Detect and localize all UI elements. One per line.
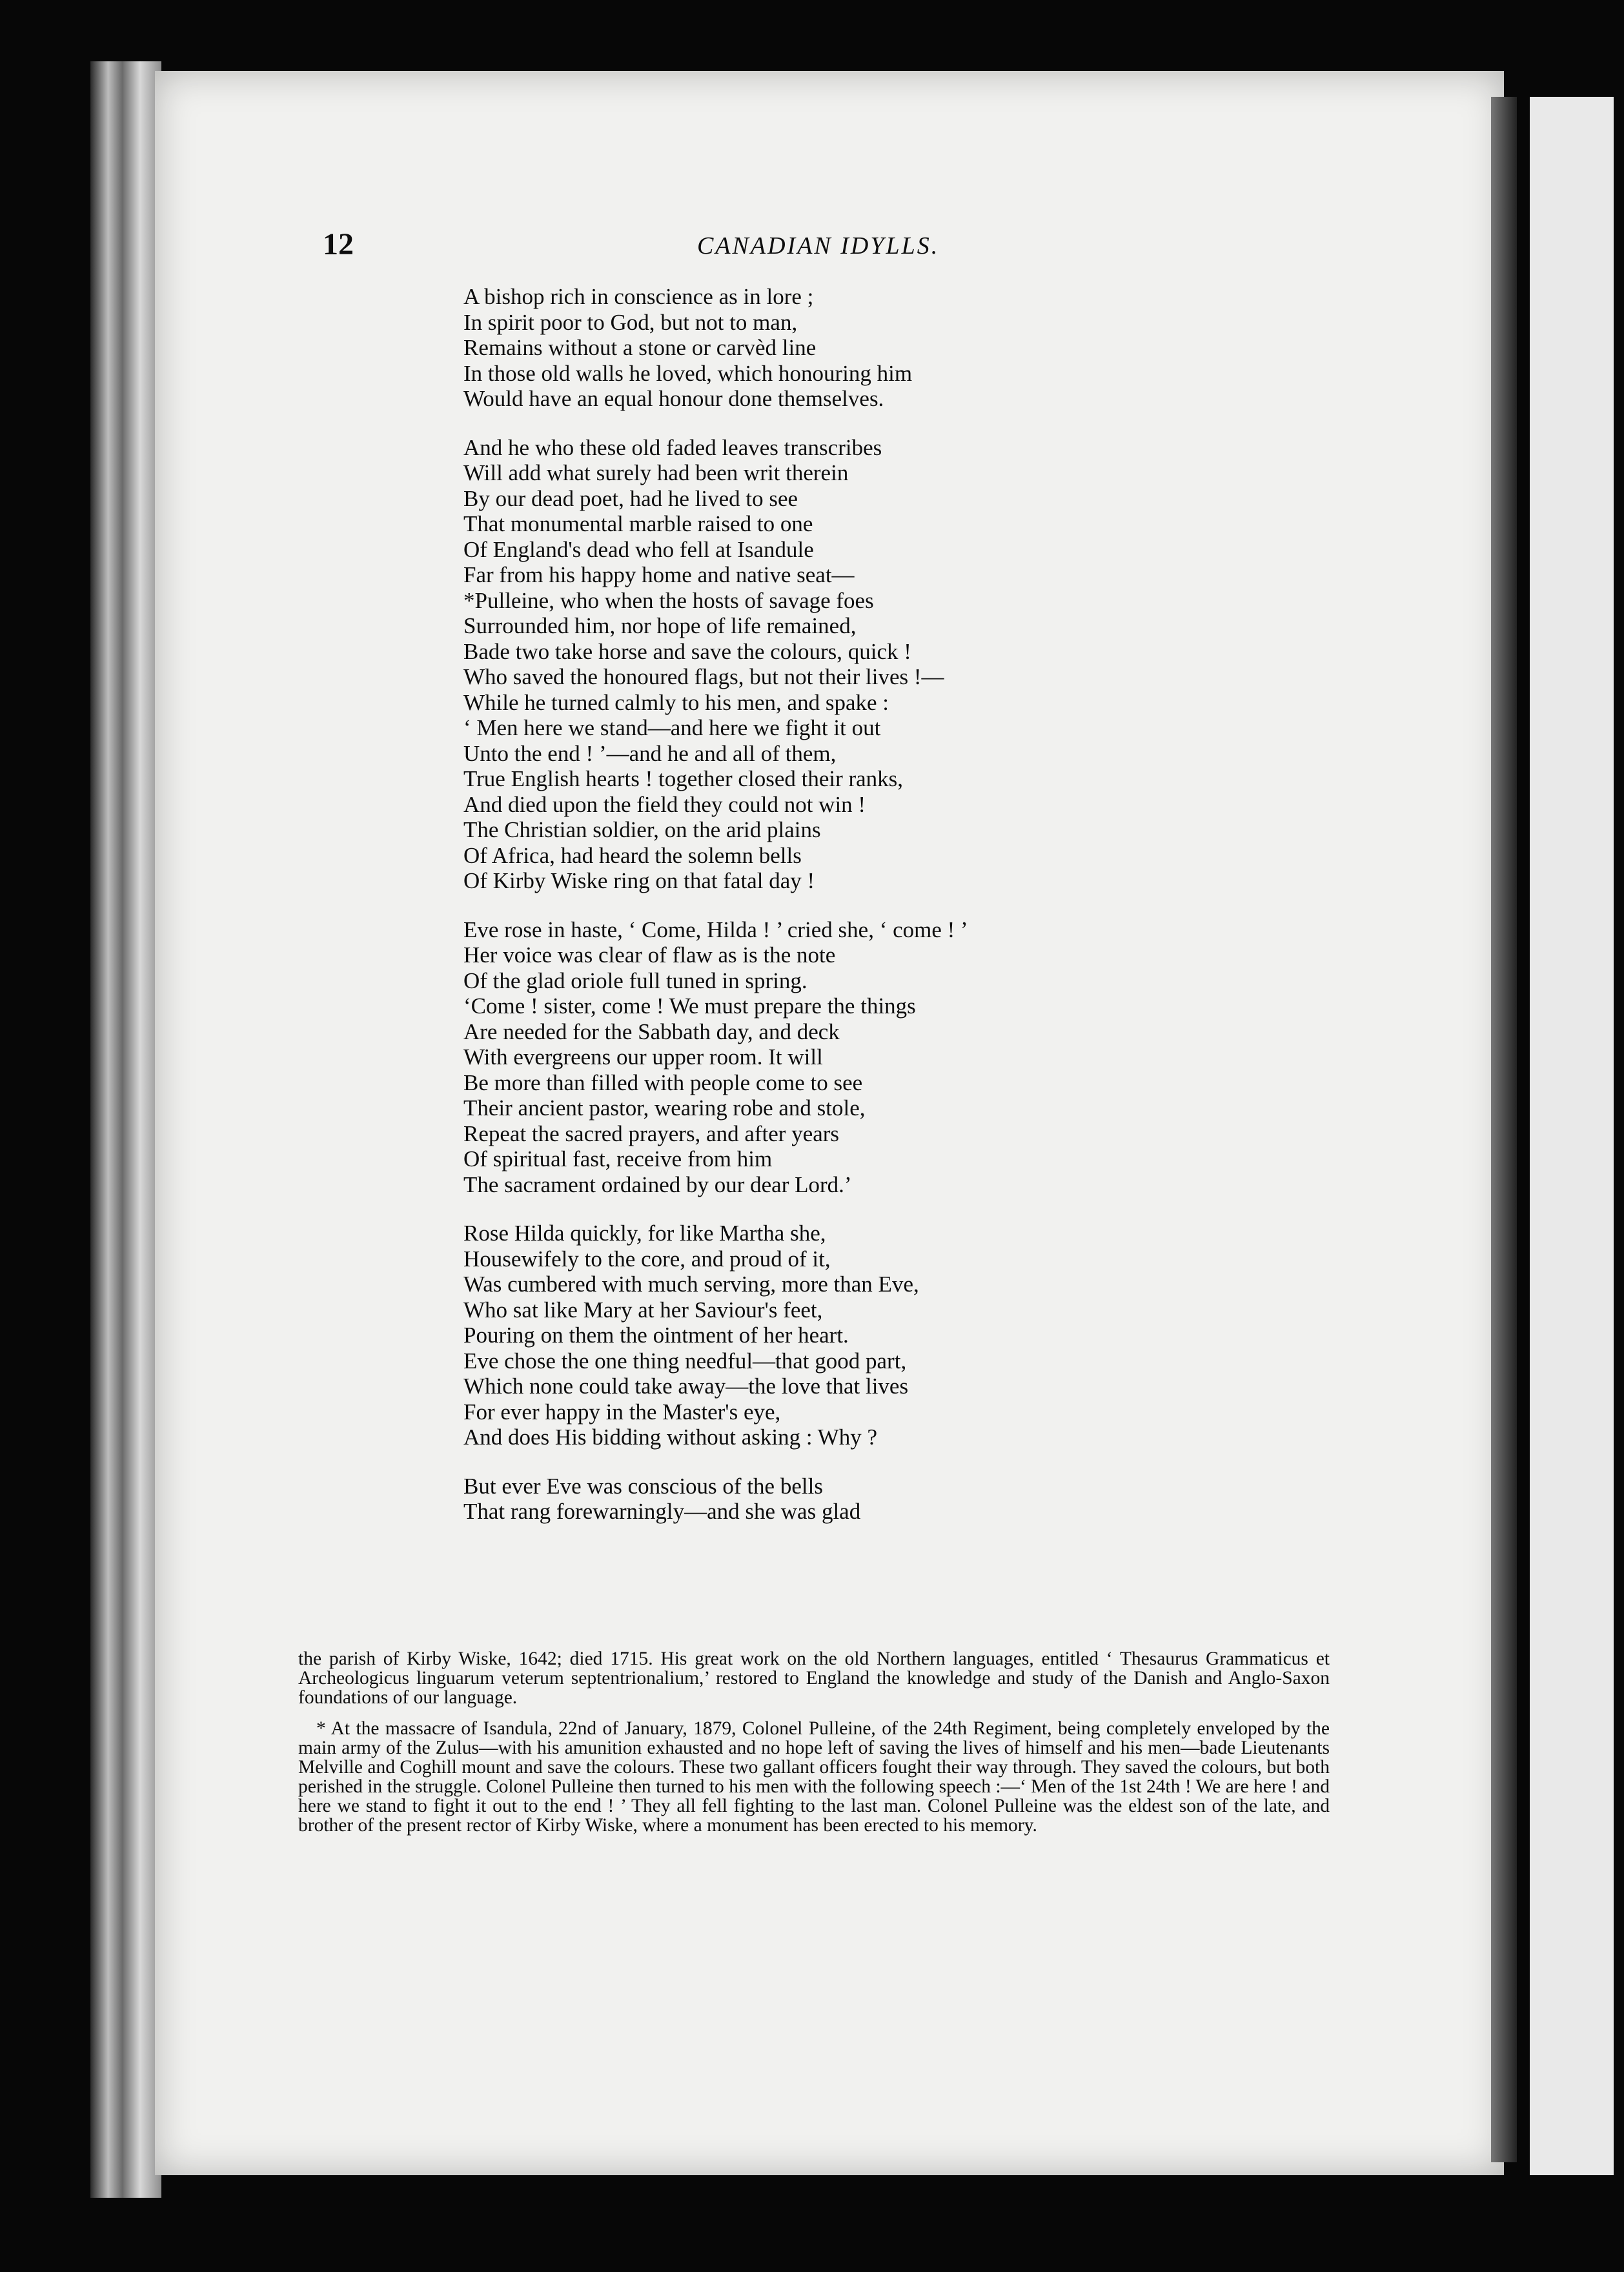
page-number: 12 bbox=[323, 227, 354, 261]
poem-line: Surrounded him, nor hope of life remained, bbox=[463, 613, 857, 638]
poem-line: ‘Come ! sister, come ! We must prepare the things bbox=[463, 993, 916, 1019]
poem-line: True English hearts ! together closed their ranks, bbox=[463, 766, 904, 791]
poem-line: Eve rose in haste, ‘ Come, Hilda ! ’ cried she, ‘ come ! ’ bbox=[463, 917, 968, 942]
footnote-isandula: * At the massacre of Isandula, 22nd of January, 1879, Colonel Pulleine, of the 24th Regiment, being completely enveloped by the main army of the Zulus—with his amunition exhausted and no hope left of saving the lives of himself and his men—bade Lieutenants Melville and Coghill mount and save the colours. These two gallant officers fought their way through. They saved the colours, but both perished in the struggle. Colonel Pulleine then turned to his men with the following speech :—‘ Men of the 1st 24th ! We are here ! and here we stand to fight it out to the end ! ’ They all fell fighting to the last man. Colonel Pulleine was the eldest son of the late, and brother of the present rector of Kirby Wiske, where a monument has been erected to his memory. bbox=[298, 1718, 1330, 1836]
poem-line: The sacrament ordained by our dear Lord.’ bbox=[463, 1172, 852, 1197]
poem-line: Eve chose the one thing needful—that good part, bbox=[463, 1348, 907, 1374]
page-edge-shadow bbox=[1491, 97, 1517, 2162]
poem-body bbox=[463, 284, 1445, 1525]
poem-line: Be more than filled with people come to see bbox=[463, 1070, 863, 1095]
poem-line: *Pulleine, who when the hosts of savage foes bbox=[463, 587, 874, 613]
poem-line: In those old walls he loved, which honouring him bbox=[463, 360, 913, 386]
poem-line: Of Kirby Wiske ring on that fatal day ! bbox=[463, 868, 815, 893]
poem-line: Her voice was clear of flaw as is the note bbox=[463, 942, 836, 968]
stanza-2 bbox=[463, 435, 1445, 894]
poem-line: Remains without a stone or carvèd line bbox=[463, 335, 817, 360]
poem-line: In spirit poor to God, but not to man, bbox=[463, 309, 798, 335]
poem-line: And he who these old faded leaves transcribes bbox=[463, 434, 882, 460]
poem-line: Of England's dead who fell at Isandule bbox=[463, 536, 814, 562]
poem-line: That rang forewarningly—and she was glad bbox=[463, 1499, 861, 1524]
running-title: CANADIAN IDYLLS. bbox=[697, 232, 940, 259]
poem-line: Unto the end ! ’—and he and all of them, bbox=[463, 740, 837, 766]
poem-line: The Christian soldier, on the arid plains bbox=[463, 817, 821, 842]
stanza-4 bbox=[463, 1221, 1445, 1450]
poem-line: Would have an equal honour done themselves. bbox=[463, 386, 884, 411]
poem-line: Are needed for the Sabbath day, and deck bbox=[463, 1019, 840, 1044]
stanza-5 bbox=[463, 1474, 1445, 1525]
footnotes bbox=[298, 1649, 1330, 1835]
poem-line: Their ancient pastor, wearing robe and stole, bbox=[463, 1095, 866, 1121]
poem-line: And does His bidding without asking : Why ? bbox=[463, 1425, 877, 1450]
poem-line: A bishop rich in conscience as in lore ; bbox=[463, 284, 814, 309]
poem-line: Will add what surely had been writ therein bbox=[463, 460, 849, 485]
stanza-3 bbox=[463, 917, 1445, 1198]
poem-line: That monumental marble raised to one bbox=[463, 511, 813, 536]
poem-line: Repeat the sacred prayers, and after years bbox=[463, 1121, 840, 1146]
poem-line: Which none could take away—the love that lives bbox=[463, 1374, 909, 1399]
footnote-continued: the parish of Kirby Wiske, 1642; died 1715. His great work on the old Northern languages, entitled ‘ Thesaurus Grammaticus et Archeologicus linguarum veterum septentrionalium,’ restored to England the knowledge and study of the Danish and Anglo-Saxon foundations of our language. bbox=[298, 1648, 1330, 1708]
poem-line: For ever happy in the Master's eye, bbox=[463, 1399, 781, 1425]
stanza-1 bbox=[463, 284, 1445, 412]
poem-line: Housewifely to the core, and proud of it, bbox=[463, 1246, 831, 1272]
poem-line: Was cumbered with much serving, more than Eve, bbox=[463, 1272, 919, 1297]
poem-line: While he turned calmly to his men, and spake : bbox=[463, 689, 889, 715]
poem-line: Of Africa, had heard the solemn bells bbox=[463, 842, 802, 868]
poem-line: Who saved the honoured flags, but not their lives !— bbox=[463, 664, 944, 689]
book-binding bbox=[90, 61, 161, 2198]
next-page-strip bbox=[1530, 97, 1614, 2175]
poem-line: Rose Hilda quickly, for like Martha she, bbox=[463, 1221, 826, 1246]
poem-line: Bade two take horse and save the colours, quick ! bbox=[463, 638, 911, 664]
poem-line: Far from his happy home and native seat— bbox=[463, 562, 855, 587]
poem-line: Of spiritual fast, receive from him bbox=[463, 1146, 773, 1172]
poem-line: Pouring on them the ointment of her heart. bbox=[463, 1323, 849, 1348]
poem-line: Who sat like Mary at her Saviour's feet, bbox=[463, 1297, 823, 1323]
poem-line: And died upon the field they could not win ! bbox=[463, 791, 866, 817]
poem-line: By our dead poet, had he lived to see bbox=[463, 485, 798, 511]
poem-line: ‘ Men here we stand—and here we fight it out bbox=[463, 715, 881, 740]
poem-line: But ever Eve was conscious of the bells bbox=[463, 1473, 823, 1499]
poem-line: Of the glad oriole full tuned in spring. bbox=[463, 968, 807, 993]
poem-line: With evergreens our upper room. It will bbox=[463, 1044, 823, 1070]
